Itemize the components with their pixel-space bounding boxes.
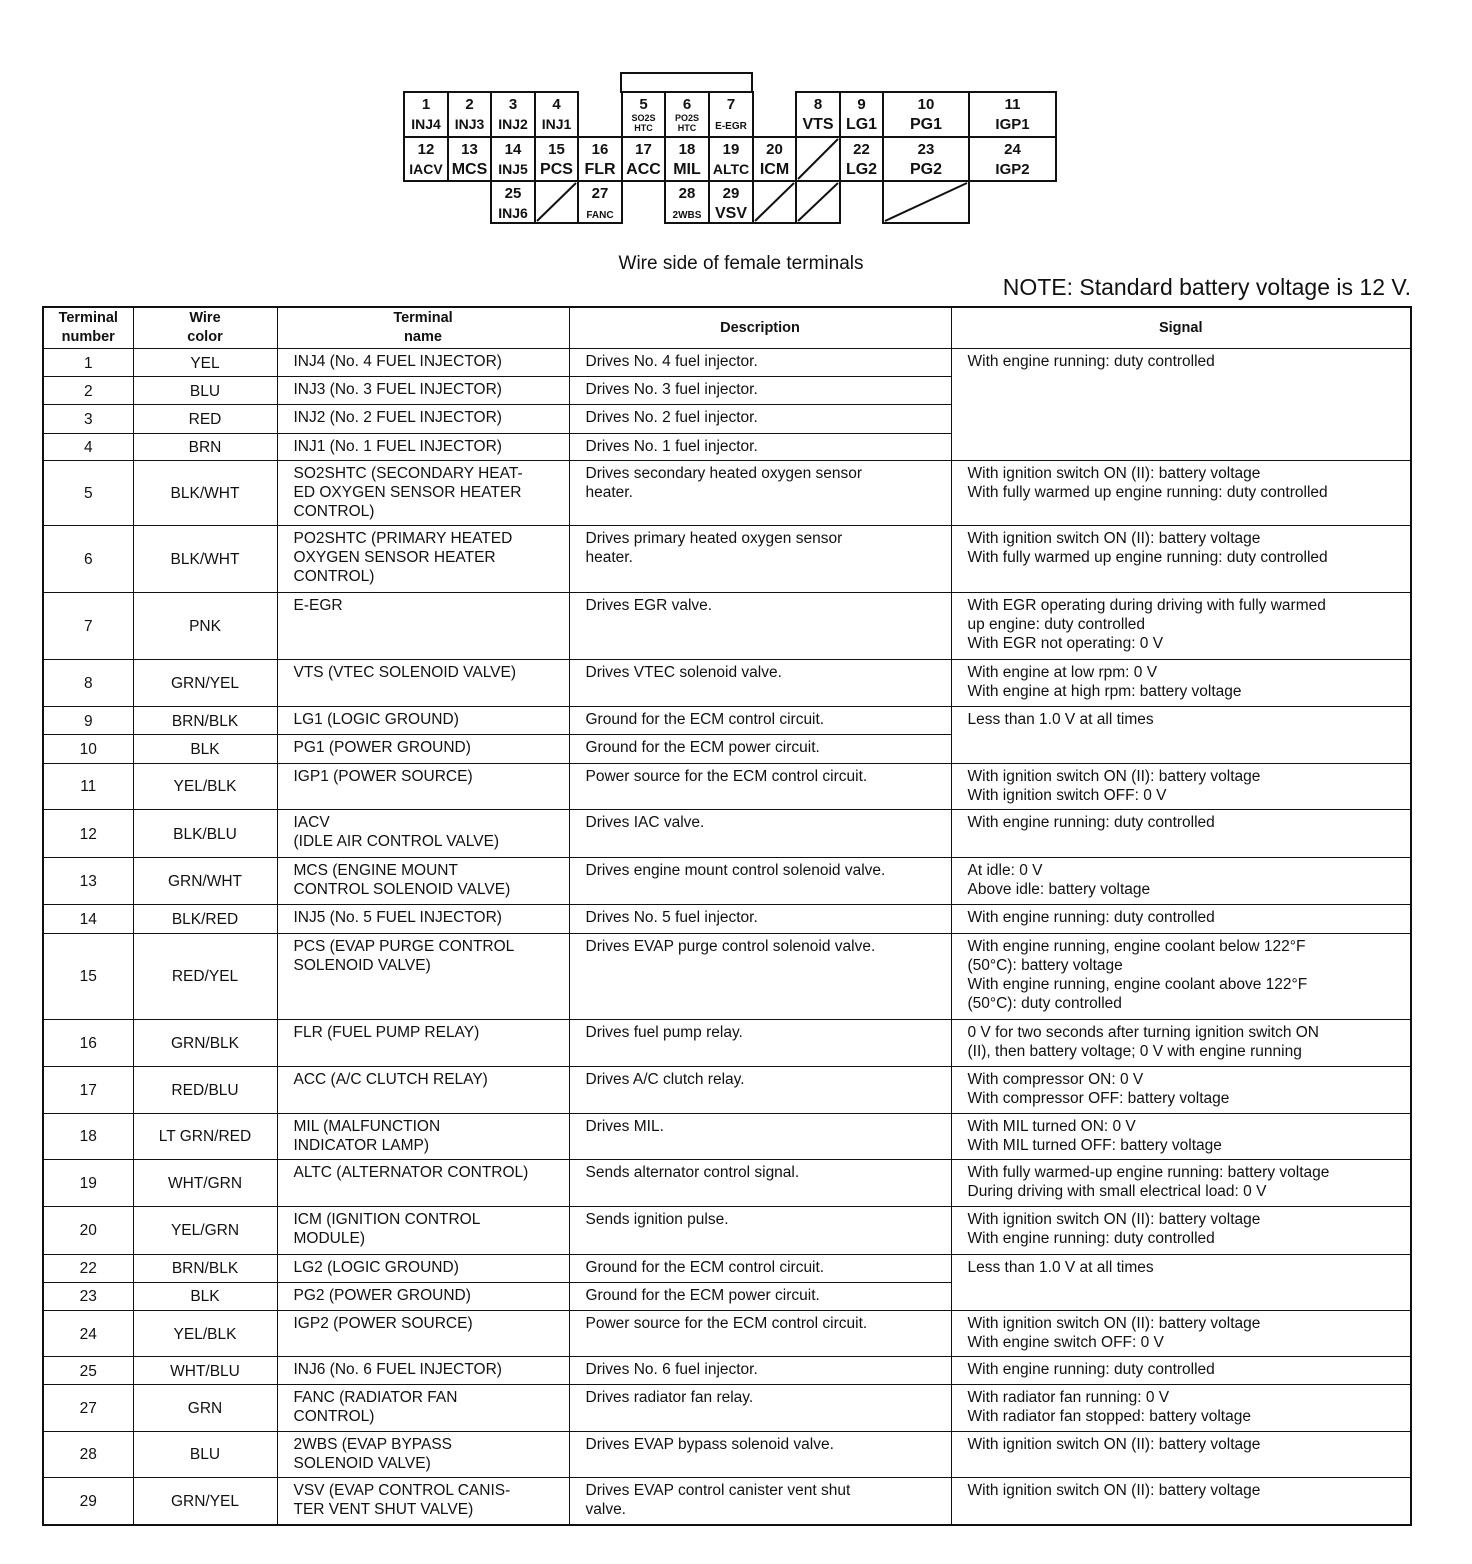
table-row — [43, 1310, 1411, 1356]
terminal-number: 28 — [678, 185, 696, 202]
table-row — [43, 592, 1411, 659]
connector-terminal — [491, 92, 535, 137]
connector-terminal — [535, 137, 578, 181]
table-row — [43, 1160, 1411, 1207]
description-cell: Drives secondary heated oxygen sensor heater. — [569, 460, 951, 525]
signal-cell: With ignition switch ON (II): battery voltage — [951, 1431, 1411, 1477]
description-cell: Drives primary heated oxygen sensor heater. — [569, 526, 951, 592]
description-cell: Drives EVAP bypass solenoid valve. — [569, 1431, 951, 1477]
connector-terminal — [578, 181, 622, 223]
description-cell: Drives A/C clutch relay. — [569, 1067, 951, 1113]
signal-cell: With ignition switch ON (II): battery voltage With engine running: duty controlled — [951, 1207, 1411, 1254]
terminal-code: PG1 — [909, 116, 943, 133]
terminal-number-cell: 9 — [43, 707, 133, 735]
terminal-name-cell: SO2SHTC (SECONDARY HEAT- ED OXYGEN SENSOR HEATER CONTROL) — [277, 460, 569, 525]
wire-color-cell: WHT/GRN — [133, 1160, 277, 1207]
signal-cell: With EGR operating during driving with fully warmed up engine: duty controlled With EGR not operating: 0 V — [951, 592, 1411, 659]
terminal-number-cell: 25 — [43, 1357, 133, 1385]
terminal-number-cell: 27 — [43, 1385, 133, 1431]
connector-terminal — [404, 92, 448, 137]
connector-terminal — [796, 92, 840, 137]
description-cell: Drives EVAP control canister vent shut valve. — [569, 1477, 951, 1525]
connector-terminal — [969, 137, 1056, 181]
terminal-name-cell: MCS (ENGINE MOUNT CONTROL SOLENOID VALVE) — [277, 858, 569, 905]
connector-terminal — [448, 137, 491, 181]
terminal-number: 14 — [504, 141, 522, 158]
terminal-name-cell: INJ2 (No. 2 FUEL INJECTOR) — [277, 405, 569, 433]
description-cell: Drives IAC valve. — [569, 809, 951, 857]
terminal-number: 5 — [639, 96, 648, 113]
signal-cell: With radiator fan running: 0 V With radiator fan stopped: battery voltage — [951, 1385, 1411, 1431]
wire-color-cell: RED/YEL — [133, 933, 277, 1020]
terminal-name-cell: INJ1 (No. 1 FUEL INJECTOR) — [277, 433, 569, 460]
terminal-number: 6 — [682, 96, 692, 113]
description-cell: Power source for the ECM control circuit. — [569, 1310, 951, 1356]
description-cell: Ground for the ECM power circuit. — [569, 1282, 951, 1310]
terminal-number: 3 — [508, 96, 518, 113]
wire-color-cell: GRN — [133, 1385, 277, 1431]
terminal-code: ALTC — [712, 161, 750, 177]
table-row — [43, 707, 1411, 735]
terminal-number-cell: 17 — [43, 1067, 133, 1113]
terminal-number: 25 — [504, 185, 522, 202]
terminal-code: PG2 — [909, 161, 943, 178]
terminal-name-cell: E-EGR — [277, 592, 569, 659]
terminal-code: MIL — [673, 161, 701, 178]
wire-color-cell: BRN — [133, 433, 277, 460]
signal-cell: With compressor ON: 0 V With compressor OFF: battery voltage — [951, 1067, 1411, 1113]
terminal-code: ACC — [626, 161, 661, 178]
wire-color-cell: GRN/YEL — [133, 659, 277, 706]
terminal-code: INJ2 — [498, 116, 528, 132]
description-cell: Sends alternator control signal. — [569, 1160, 951, 1207]
blank-terminal — [883, 181, 969, 223]
table-row — [43, 1067, 1411, 1113]
terminal-code: PCS — [540, 161, 573, 178]
terminal-name-cell: IGP2 (POWER SOURCE) — [277, 1310, 569, 1356]
wire-color-cell: BRN/BLK — [133, 707, 277, 735]
signal-cell: With MIL turned ON: 0 V With MIL turned OFF: battery voltage — [951, 1113, 1411, 1159]
terminal-number: 13 — [461, 141, 478, 158]
table-body — [43, 349, 1411, 1526]
blank-terminal — [796, 181, 840, 223]
table-row — [43, 460, 1411, 525]
wire-color-cell: GRN/BLK — [133, 1020, 277, 1067]
terminal-code: LG2 — [845, 161, 878, 178]
terminal-number-cell: 19 — [43, 1160, 133, 1207]
wire-color-cell: BLK/RED — [133, 905, 277, 933]
terminal-number: 8 — [813, 96, 823, 113]
terminal-number-cell: 12 — [43, 809, 133, 857]
description-cell: Drives No. 2 fuel injector. — [569, 405, 951, 433]
connector-terminal — [883, 137, 969, 181]
wire-color-cell: BLK/BLU — [133, 809, 277, 857]
blank-terminal — [535, 181, 578, 223]
terminal-number: 9 — [857, 96, 866, 113]
connector-key — [621, 73, 752, 92]
terminal-name-cell: PG2 (POWER GROUND) — [277, 1282, 569, 1310]
connector-terminal — [969, 92, 1056, 137]
signal-cell: With engine running: duty controlled — [951, 809, 1411, 857]
terminal-name-cell: VTS (VTEC SOLENOID VALVE) — [277, 659, 569, 706]
description-cell: Ground for the ECM control circuit. — [569, 1254, 951, 1282]
terminal-number: 23 — [917, 141, 935, 158]
wire-color-cell: BLU — [133, 377, 277, 405]
terminal-name-cell: LG1 (LOGIC GROUND) — [277, 707, 569, 735]
terminal-code: VTS — [802, 116, 834, 133]
terminal-name-cell: 2WBS (EVAP BYPASS SOLENOID VALVE) — [277, 1431, 569, 1477]
terminal-name-cell: MIL (MALFUNCTION INDICATOR LAMP) — [277, 1113, 569, 1159]
terminal-number: 22 — [853, 141, 870, 158]
connector-terminal — [753, 137, 796, 181]
terminal-number-cell: 7 — [43, 592, 133, 659]
terminal-number-cell: 16 — [43, 1020, 133, 1067]
connector-terminal — [709, 137, 753, 181]
terminal-number: 19 — [722, 141, 740, 158]
terminal-number-cell: 8 — [43, 659, 133, 706]
description-cell: Drives EVAP purge control solenoid valve. — [569, 933, 951, 1020]
signal-cell: With engine running, engine coolant below 122°F (50°C): battery voltage With engine running, engine coolant above 122°F (50°C): duty controlled — [951, 933, 1411, 1020]
terminal-code: INJ1 — [541, 116, 572, 132]
terminal-name-cell: PCS (EVAP PURGE CONTROL SOLENOID VALVE) — [277, 933, 569, 1020]
terminal-code: INJ6 — [498, 205, 528, 221]
connector-terminal — [535, 92, 578, 137]
terminal-number: 20 — [766, 141, 783, 158]
signal-cell: With ignition switch ON (II): battery voltage With engine switch OFF: 0 V — [951, 1310, 1411, 1356]
description-cell: Drives No. 6 fuel injector. — [569, 1357, 951, 1385]
signal-cell: With engine running: duty controlled — [951, 1357, 1411, 1385]
wire-color-cell: YEL/GRN — [133, 1207, 277, 1254]
wire-color-cell: YEL — [133, 349, 277, 377]
terminal-number-cell: 20 — [43, 1207, 133, 1254]
terminal-number: 1 — [421, 96, 431, 113]
terminal-code: IGP1 — [995, 116, 1030, 133]
wire-color-cell: PNK — [133, 592, 277, 659]
terminal-code: INJ5 — [498, 161, 528, 177]
terminal-name-cell: ICM (IGNITION CONTROL MODULE) — [277, 1207, 569, 1254]
diagram-caption: Wire side of female terminals — [618, 253, 864, 274]
table-row — [43, 1020, 1411, 1067]
terminal-code: 2WBS — [672, 210, 702, 221]
description-cell: Drives No. 3 fuel injector. — [569, 377, 951, 405]
terminal-name-cell: INJ6 (No. 6 FUEL INJECTOR) — [277, 1357, 569, 1385]
signal-cell: With engine running: duty controlled — [951, 349, 1411, 461]
terminal-number-cell: 23 — [43, 1282, 133, 1310]
terminal-name-cell: LG2 (LOGIC GROUND) — [277, 1254, 569, 1282]
connector-terminal — [491, 137, 535, 181]
table-row — [43, 1431, 1411, 1477]
wire-color-cell: BLK — [133, 735, 277, 763]
connector-terminal — [883, 92, 969, 137]
terminal-number-cell: 24 — [43, 1310, 133, 1356]
terminal-number-cell: 2 — [43, 377, 133, 405]
terminal-number: 17 — [635, 141, 652, 158]
description-cell: Drives VTEC solenoid valve. — [569, 659, 951, 706]
signal-cell: Less than 1.0 V at all times — [951, 1254, 1411, 1310]
terminal-number: 7 — [726, 96, 736, 113]
wire-color-cell: BLK/WHT — [133, 460, 277, 525]
terminal-number: 27 — [591, 185, 609, 202]
table-row — [43, 1385, 1411, 1431]
wire-color-cell: LT GRN/RED — [133, 1113, 277, 1159]
signal-cell: With ignition switch ON (II): battery voltage With ignition switch OFF: 0 V — [951, 763, 1411, 809]
terminal-code: IACV — [409, 161, 443, 177]
signal-cell: With engine running: duty controlled — [951, 905, 1411, 933]
terminal-number: 24 — [1004, 141, 1021, 158]
terminal-name-cell: INJ3 (No. 3 FUEL INJECTOR) — [277, 377, 569, 405]
terminal-code: INJ4 — [411, 116, 441, 132]
wire-color-cell: GRN/WHT — [133, 858, 277, 905]
description-cell: Drives engine mount control solenoid valve. — [569, 858, 951, 905]
table-header-row — [43, 307, 1411, 349]
description-cell: Drives EGR valve. — [569, 592, 951, 659]
signal-cell: At idle: 0 V Above idle: battery voltage — [951, 858, 1411, 905]
terminal-name-cell: FANC (RADIATOR FAN CONTROL) — [277, 1385, 569, 1431]
terminal-name-cell: FLR (FUEL PUMP RELAY) — [277, 1020, 569, 1067]
terminal-number-cell: 13 — [43, 858, 133, 905]
table-row — [43, 1357, 1411, 1385]
wire-color-cell: RED — [133, 405, 277, 433]
connector-terminal — [622, 137, 665, 181]
blank-terminal — [796, 137, 840, 181]
wire-color-cell: BLK — [133, 1282, 277, 1310]
terminal-number-cell: 14 — [43, 905, 133, 933]
terminal-name-cell: INJ4 (No. 4 FUEL INJECTOR) — [277, 349, 569, 377]
terminal-code: E-EGR — [715, 121, 747, 132]
table-row — [43, 809, 1411, 857]
table-row — [43, 1207, 1411, 1254]
signal-cell: With ignition switch ON (II): battery voltage With fully warmed up engine running: duty controlled — [951, 460, 1411, 525]
terminal-number-cell: 18 — [43, 1113, 133, 1159]
table-row — [43, 763, 1411, 809]
wire-color-cell: WHT/BLU — [133, 1357, 277, 1385]
table-row — [43, 349, 1411, 377]
signal-cell: With engine at low rpm: 0 V With engine at high rpm: battery voltage — [951, 659, 1411, 706]
terminal-name-cell: VSV (EVAP CONTROL CANIS- TER VENT SHUT VALVE) — [277, 1477, 569, 1525]
header-wire-color: Wire color — [133, 307, 277, 349]
description-cell: Sends ignition pulse. — [569, 1207, 951, 1254]
terminal-number: 11 — [1004, 96, 1021, 113]
table-row — [43, 659, 1411, 706]
table-row — [43, 1477, 1411, 1525]
signal-cell: Less than 1.0 V at all times — [951, 707, 1411, 763]
connector-terminal — [840, 92, 883, 137]
header-description: Description — [569, 307, 951, 349]
blank-terminal — [753, 181, 796, 223]
description-cell: Drives radiator fan relay. — [569, 1385, 951, 1431]
signal-cell: 0 V for two seconds after turning ignition switch ON (II), then battery voltage; 0 V with engine running — [951, 1020, 1411, 1067]
connector-terminal — [665, 137, 709, 181]
wire-color-cell: GRN/YEL — [133, 1477, 277, 1525]
connector-terminal — [709, 92, 753, 137]
description-cell: Drives No. 4 fuel injector. — [569, 349, 951, 377]
terminal-code: MCS — [451, 161, 488, 178]
connector-terminal — [404, 137, 448, 181]
wire-color-cell: BLK/WHT — [133, 526, 277, 592]
table-row — [43, 933, 1411, 1020]
terminal-number-cell: 15 — [43, 933, 133, 1020]
connector-terminal — [665, 92, 709, 137]
battery-voltage-note: NOTE: Standard battery voltage is 12 V. — [1002, 274, 1411, 300]
terminal-code: FLR — [584, 161, 616, 178]
terminal-number: 12 — [417, 141, 435, 158]
description-cell: Power source for the ECM control circuit. — [569, 763, 951, 809]
terminal-code: INJ3 — [454, 116, 485, 132]
connector-terminal — [491, 181, 535, 223]
table-row — [43, 526, 1411, 592]
terminal-number-cell: 22 — [43, 1254, 133, 1282]
signal-cell: With ignition switch ON (II): battery voltage — [951, 1477, 1411, 1525]
terminal-name-cell: IACV (IDLE AIR CONTROL VALVE) — [277, 809, 569, 857]
table-row — [43, 1113, 1411, 1159]
connector-diagram — [0, 0, 1472, 240]
connector-terminal — [622, 92, 665, 137]
terminal-name-cell: PG1 (POWER GROUND) — [277, 735, 569, 763]
wire-color-cell: BLU — [133, 1431, 277, 1477]
terminal-code: SO2S HTC — [631, 113, 656, 133]
description-cell: Drives No. 5 fuel injector. — [569, 905, 951, 933]
terminal-table — [42, 306, 1412, 1526]
terminal-name-cell: INJ5 (No. 5 FUEL INJECTOR) — [277, 905, 569, 933]
description-cell: Drives No. 1 fuel injector. — [569, 433, 951, 460]
terminal-number: 16 — [591, 141, 609, 158]
terminal-number: 15 — [548, 141, 565, 158]
description-cell: Ground for the ECM control circuit. — [569, 707, 951, 735]
connector-terminal — [709, 181, 753, 223]
terminal-number-cell: 28 — [43, 1431, 133, 1477]
terminal-number-cell: 5 — [43, 460, 133, 525]
terminal-number: 10 — [917, 96, 935, 113]
terminal-number-cell: 1 — [43, 349, 133, 377]
terminal-number-cell: 10 — [43, 735, 133, 763]
terminal-number-cell: 11 — [43, 763, 133, 809]
header-terminal-name: Terminal name — [277, 307, 569, 349]
terminal-number: 29 — [722, 185, 740, 202]
description-cell: Ground for the ECM power circuit. — [569, 735, 951, 763]
terminal-code: VSV — [714, 205, 748, 222]
signal-cell: With ignition switch ON (II): battery voltage With fully warmed up engine running: duty controlled — [951, 526, 1411, 592]
terminal-code: LG1 — [845, 116, 878, 133]
description-cell: Drives MIL. — [569, 1113, 951, 1159]
connector-terminal — [578, 137, 622, 181]
terminal-number: 2 — [465, 96, 474, 113]
wire-color-cell: RED/BLU — [133, 1067, 277, 1113]
description-cell: Drives fuel pump relay. — [569, 1020, 951, 1067]
terminal-code: PO2S HTC — [674, 113, 700, 133]
connector-terminal — [840, 137, 883, 181]
wire-color-cell: YEL/BLK — [133, 1310, 277, 1356]
terminal-name-cell: ACC (A/C CLUTCH RELAY) — [277, 1067, 569, 1113]
terminal-code: IGP2 — [995, 161, 1030, 178]
terminal-number-cell: 3 — [43, 405, 133, 433]
wire-color-cell: YEL/BLK — [133, 763, 277, 809]
terminal-name-cell: ALTC (ALTERNATOR CONTROL) — [277, 1160, 569, 1207]
wire-color-cell: BRN/BLK — [133, 1254, 277, 1282]
terminal-number-cell: 6 — [43, 526, 133, 592]
terminal-name-cell: IGP1 (POWER SOURCE) — [277, 763, 569, 809]
table-row — [43, 858, 1411, 905]
table-row — [43, 905, 1411, 933]
connector-terminal — [665, 181, 709, 223]
terminal-code: ICM — [759, 161, 790, 178]
terminal-number-cell: 4 — [43, 433, 133, 460]
terminal-number-cell: 29 — [43, 1477, 133, 1525]
terminal-number: 18 — [678, 141, 696, 158]
header-signal: Signal — [951, 307, 1411, 349]
terminal-code: FANC — [586, 210, 614, 221]
connector-terminal — [448, 92, 491, 137]
terminal-number: 4 — [552, 96, 561, 113]
header-terminal-number: Terminal number — [43, 307, 133, 349]
table-row — [43, 1254, 1411, 1282]
signal-cell: With fully warmed-up engine running: battery voltage During driving with small electrical load: 0 V — [951, 1160, 1411, 1207]
terminal-name-cell: PO2SHTC (PRIMARY HEATED OXYGEN SENSOR HEATER CONTROL) — [277, 526, 569, 592]
